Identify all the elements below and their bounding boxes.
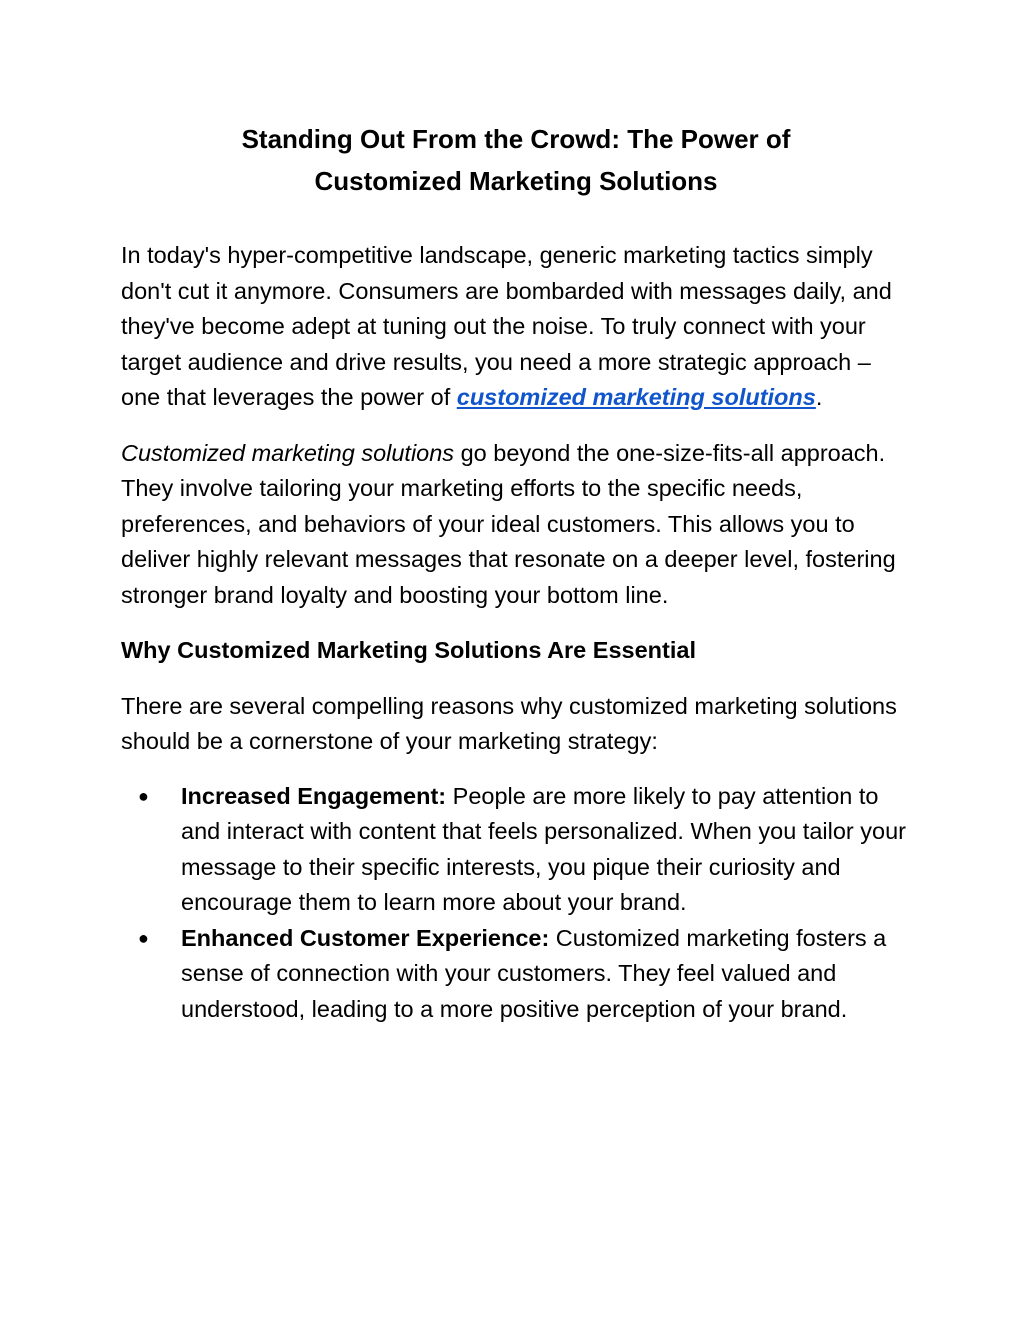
list-item-label: Increased Engagement: — [181, 782, 447, 809]
bullet-icon: ● — [138, 785, 149, 806]
customized-marketing-solutions-link[interactable]: customized marketing solutions — [456, 384, 816, 410]
list-item-text: Customized marketing fosters a sense of connection with your customers. They feel valued and understood, leading to a more positive perception of your brand. — [181, 924, 887, 1022]
bullet-icon: ● — [138, 927, 149, 948]
list-item — [121, 779, 911, 921]
definition-text: go beyond the one-size-fits-all approach. They involve tailoring your marketing efforts to the specific needs, preferences, and behaviors of your ideal customers. This allows you to deliver highly relevant messages that resonate on a deeper level, fostering stronger brand loyalty and boosting your bottom line. — [121, 439, 896, 608]
document-page — [121, 118, 911, 1027]
definition-paragraph — [121, 436, 911, 614]
reasons-list — [121, 779, 911, 1028]
intro-text: In today's hyper-competitive landscape, generic marketing tactics simply don't cut it anymore. Consumers are bombarded with messages daily, and they've become adept at tuning out the noise. To truly connect with your target audience and drive results, you need a more strategic approach – one that leverages the power of — [121, 242, 892, 410]
intro-text-end: . — [815, 384, 823, 410]
section-intro-paragraph: There are several compelling reasons why customized marketing solutions should be a cornerstone of your marketing strategy: — [121, 692, 897, 754]
intro-paragraph — [121, 238, 911, 416]
section-heading: Why Customized Marketing Solutions Are Essential — [121, 637, 696, 663]
page-title — [111, 118, 921, 202]
title-line-2: Customized Marketing Solutions — [314, 166, 718, 196]
list-item-text: People are more likely to pay attention to and interact with content that feels personalized. When you tailor your message to their specific interests, you pique their curiosity and encourage them to learn more about your brand. — [181, 782, 906, 915]
list-item-label: Enhanced Customer Experience: — [181, 924, 550, 951]
title-line-1: Standing Out From the Crowd: The Power of — [241, 124, 791, 154]
definition-lead: Customized marketing solutions — [121, 439, 455, 466]
list-item — [121, 921, 911, 1028]
